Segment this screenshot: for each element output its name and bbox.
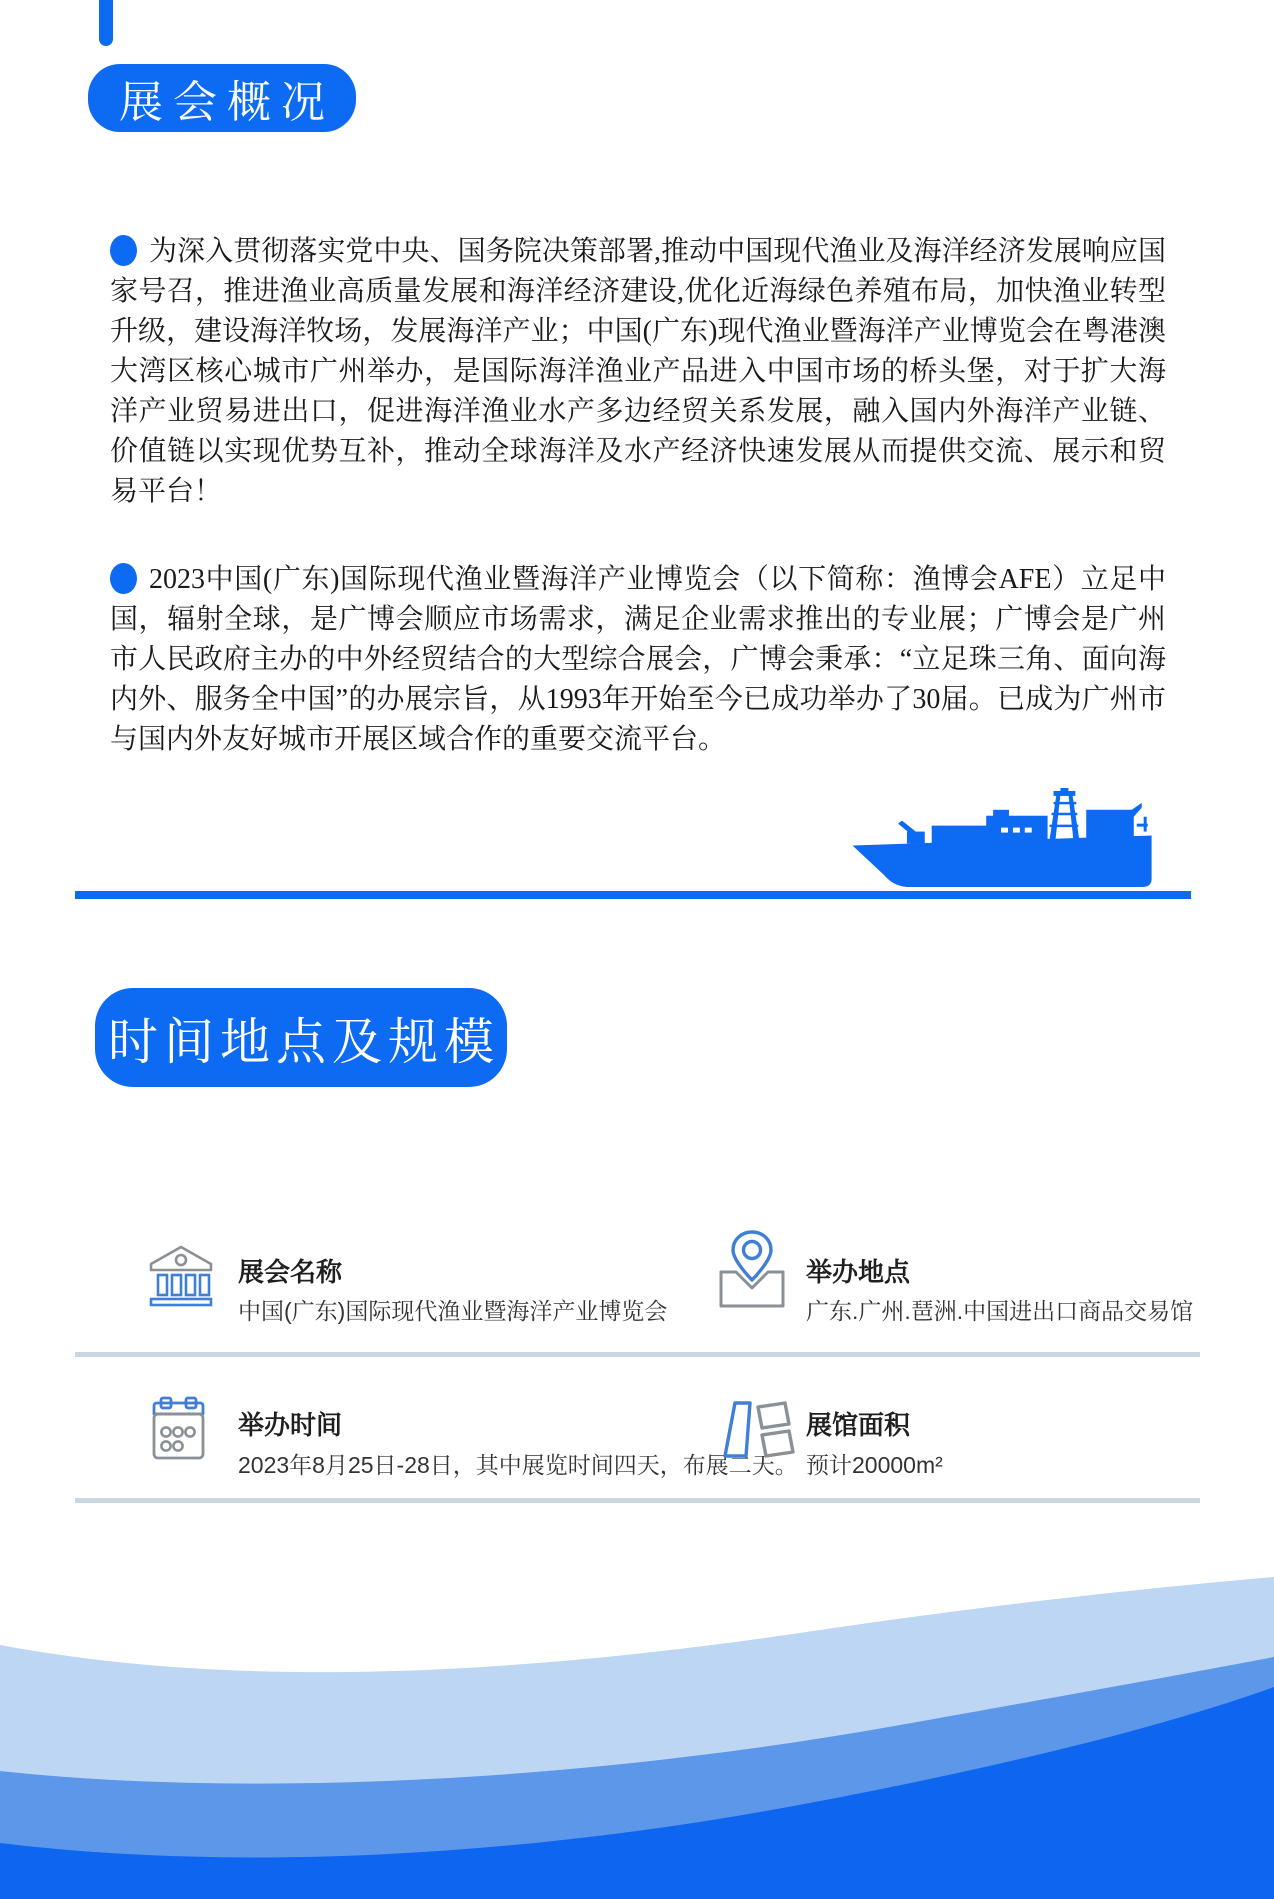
overview-paragraph-2-text: 2023中国(广东)国际现代渔业暨海洋产业博览会（以下简称：渔博会AFE）立足中国，辐射全球，是广博会顺应市场需求，满足企业需求推出的专业展；广博会是广州市人民政府主办的中外经贸结合的大型综合展会，广博会秉承：“立足珠三角、面向海内外、服务全中国”的办展宗旨，从1993年开始至今已成功举办了30届。已成为广州市与国内外友好城市开展区域合作的重要交流平台。	[110, 564, 1166, 755]
overview-paragraph-2	[110, 560, 1166, 760]
info-value: 广东.广州.琶洲.中国进出口商品交易馆	[806, 1298, 1194, 1324]
row-divider	[75, 1498, 1200, 1503]
sea-divider-line	[75, 891, 1191, 899]
location-pin-icon	[712, 1228, 792, 1310]
top-accent-bar	[99, 0, 113, 46]
info-title: 举办时间	[238, 1410, 343, 1440]
wave-deep-icon	[0, 1575, 1274, 1899]
info-value: 预计20000m²	[806, 1452, 943, 1478]
ocean-waves-graphic	[0, 1575, 1274, 1899]
calendar-icon	[150, 1396, 214, 1464]
floorplan-icon	[722, 1398, 796, 1462]
schedule-title: 时间地点及规模	[108, 1013, 500, 1070]
overview-title: 展会概况	[119, 78, 335, 127]
info-value: 2023年8月25日-28日，其中展览时间四天，布展二天。	[238, 1452, 798, 1478]
museum-icon	[148, 1243, 214, 1307]
section-header-overview	[88, 64, 356, 132]
bullet-dot-icon	[110, 235, 137, 266]
info-title: 举办地点	[806, 1257, 911, 1287]
info-title: 展会名称	[238, 1257, 343, 1287]
section-header-schedule	[95, 988, 507, 1087]
row-divider	[75, 1352, 1200, 1357]
overview-paragraph-1-text: 为深入贯彻落实党中央、国务院决策部署,推动中国现代渔业及海洋经济发展响应国家号召，推进渔业高质量发展和海洋经济建设,优化近海绿色养殖布局，加快渔业转型升级，建设海洋牧场，发展海洋产业；中国(广东)现代渔业暨海洋产业博览会在粤港澳大湾区核心城市广州举办，是国际海洋渔业产品进入中国市场的桥头堡，对于扩大海洋产业贸易进出口，促进海洋渔业水产多边经贸关系发展，融入国内外海洋产业链、价值链以实现优势互补，推动全球海洋及水产经济快速发展从而提供交流、展示和贸易平台！	[110, 236, 1166, 507]
bullet-dot-icon	[110, 563, 137, 594]
ship-silhouette-icon	[850, 788, 1162, 892]
overview-paragraph-1	[110, 232, 1166, 512]
info-value: 中国(广东)国际现代渔业暨海洋产业博览会	[238, 1298, 668, 1324]
info-title: 展馆面积	[806, 1410, 911, 1440]
